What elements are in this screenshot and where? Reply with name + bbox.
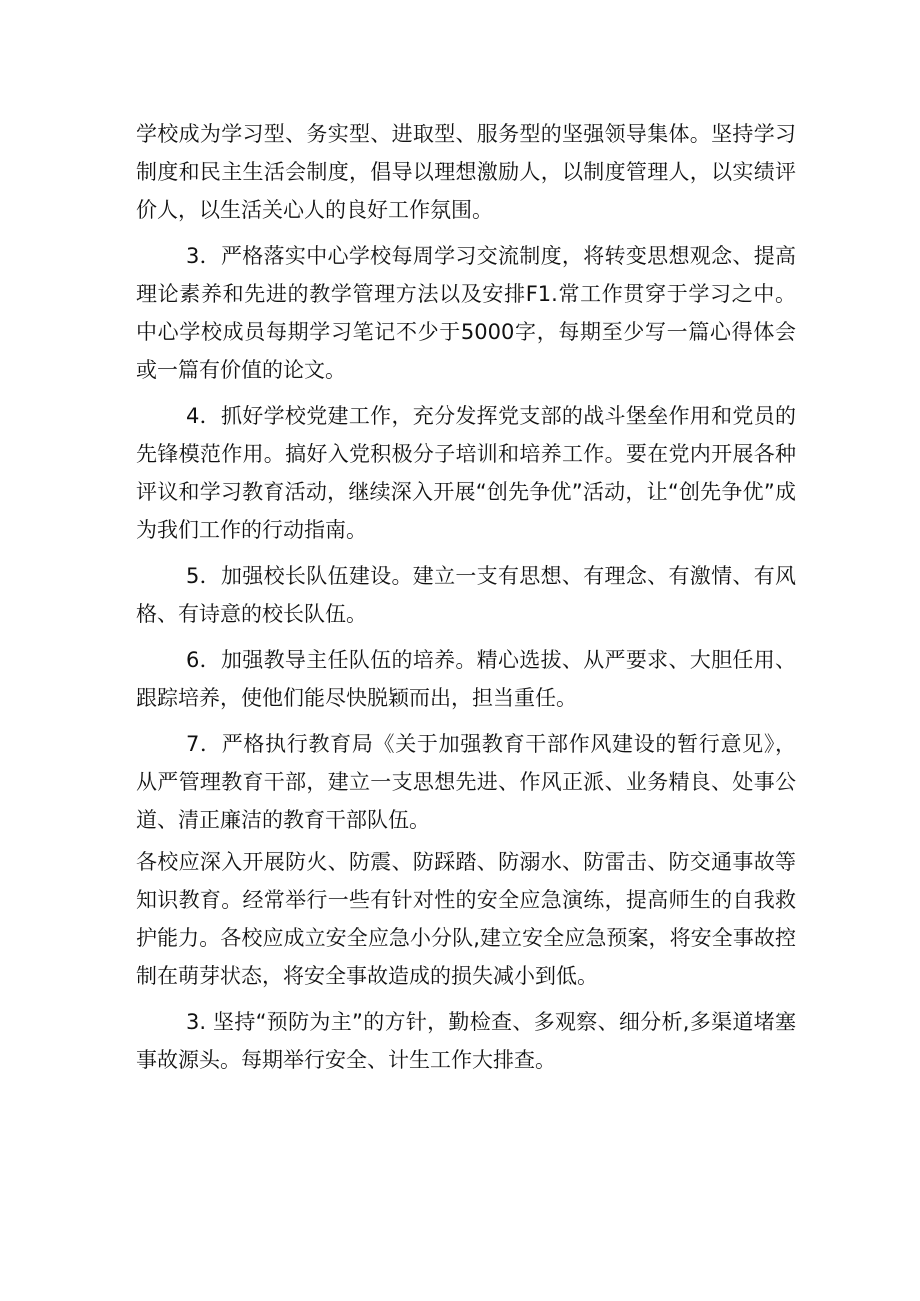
paragraph-leadership: 学校成为学习型、务实型、进取型、服务型的坚强领导集体。坚持学习制度和民主生活会制度，倡导以理想激励人，以制度管理人，以实绩评价人，以生活关心人的良好工作氛围。 xyxy=(136,122,796,222)
paragraph-item-7-cadres: 7．严格执行教育局《关于加强教育干部作风建设的暂行意见》，从严管理教育干部，建立一支思想先进、作风正派、业务精良、处事公道、清正廉洁的教育干部队伍。 xyxy=(136,732,796,832)
paragraph-safety-education: 各校应深入开展防火、防震、防踩踏、防溺水、防雷击、防交通事故等知识教育。经常举行一些有针对性的安全应急演练，提高师生的自我救护能力。各校应成立安全应急小分队,建立安全应急预案，将安全事故控制在萌芽状态，将安全事故造成的损失减小到低。 xyxy=(136,850,796,988)
paragraph-item-3-study: 3．严格落实中心学校每周学习交流制度，将转变思想观念、提高理论素养和先进的教学管理方法以及安排F1.常工作贯穿于学习之中。中心学校成员每期学习笔记不少于5000字，每期至少写一篇心得体会或一篇有价值的论文。 xyxy=(136,244,796,382)
paragraph-item-3-prevention: 3. 坚持“预防为主”的方针，勤检查、多观察、细分析,多渠道堵塞事故源头。每期举行安全、计生工作大排查。 xyxy=(136,1010,796,1072)
document-body xyxy=(136,115,796,1087)
paragraph-item-5-principals: 5．加强校长队伍建设。建立一支有思想、有理念、有激情、有风格、有诗意的校长队伍。 xyxy=(136,564,796,626)
paragraph-item-6-directors: 6．加强教导主任队伍的培养。精心选拔、从严要求、大胆任用、跟踪培养，使他们能尽快脱颖而出，担当重任。 xyxy=(136,648,796,710)
paragraph-item-4-party: 4．抓好学校党建工作，充分发挥党支部的战斗堡垒作用和党员的先锋模范作用。搞好入党积极分子培训和培养工作。要在党内开展各种评议和学习教育活动，继续深入开展“创先争优”活动，让“创先争优”成为我们工作的行动指南。 xyxy=(136,404,796,542)
